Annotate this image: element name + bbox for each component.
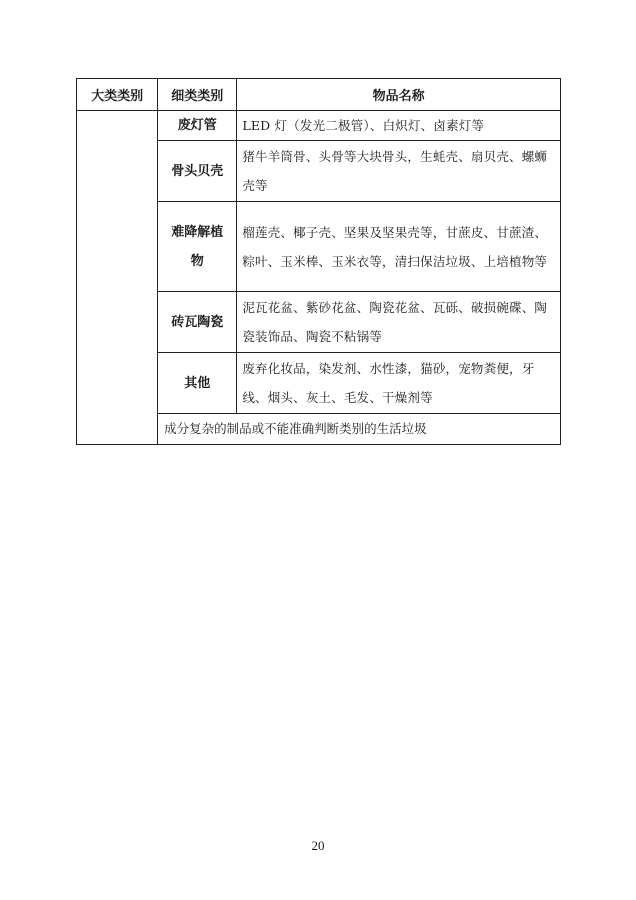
waste-classification-table <box>76 78 561 445</box>
header-item-names: 物品名称 <box>237 79 561 111</box>
header-minor-category: 细类类别 <box>158 79 237 111</box>
item-names-cell: 榴莲壳、椰子壳、坚果及坚果壳等，甘蔗皮、甘蔗渣、粽叶、玉米棒、玉米衣等，清扫保洁垃圾、上培植物等 <box>237 202 561 292</box>
item-names-cell: 猪牛羊筒骨、头骨等大块骨头，生蚝壳、扇贝壳、螺蛳壳等 <box>237 141 561 202</box>
table-header-row <box>77 79 561 111</box>
minor-category-cell: 其他 <box>158 353 237 414</box>
minor-category-cell: 废灯管 <box>158 111 237 141</box>
header-major-category: 大类类别 <box>77 79 158 111</box>
item-names-cell: LED 灯（发光二极管）、白炽灯、卤素灯等 <box>237 111 561 141</box>
page-number: 20 <box>311 838 325 853</box>
minor-category-cell: 骨头贝壳 <box>158 141 237 202</box>
major-category-cell <box>77 111 158 445</box>
minor-category-cell: 砖瓦陶瓷 <box>158 292 237 353</box>
table-row <box>77 111 561 141</box>
item-names-cell: 废弃化妆品，染发剂、水性漆，猫砂，宠物粪便，牙线、烟头、灰土、毛发、干燥剂等 <box>237 353 561 414</box>
note-cell: 成分复杂的制品或不能准确判断类别的生活垃圾 <box>158 414 561 445</box>
item-names-cell: 泥瓦花盆、紫砂花盆、陶瓷花盆、瓦砾、破损碗碟、陶瓷装饰品、陶瓷不粘锅等 <box>237 292 561 353</box>
minor-category-cell: 难降解植物 <box>158 202 237 292</box>
